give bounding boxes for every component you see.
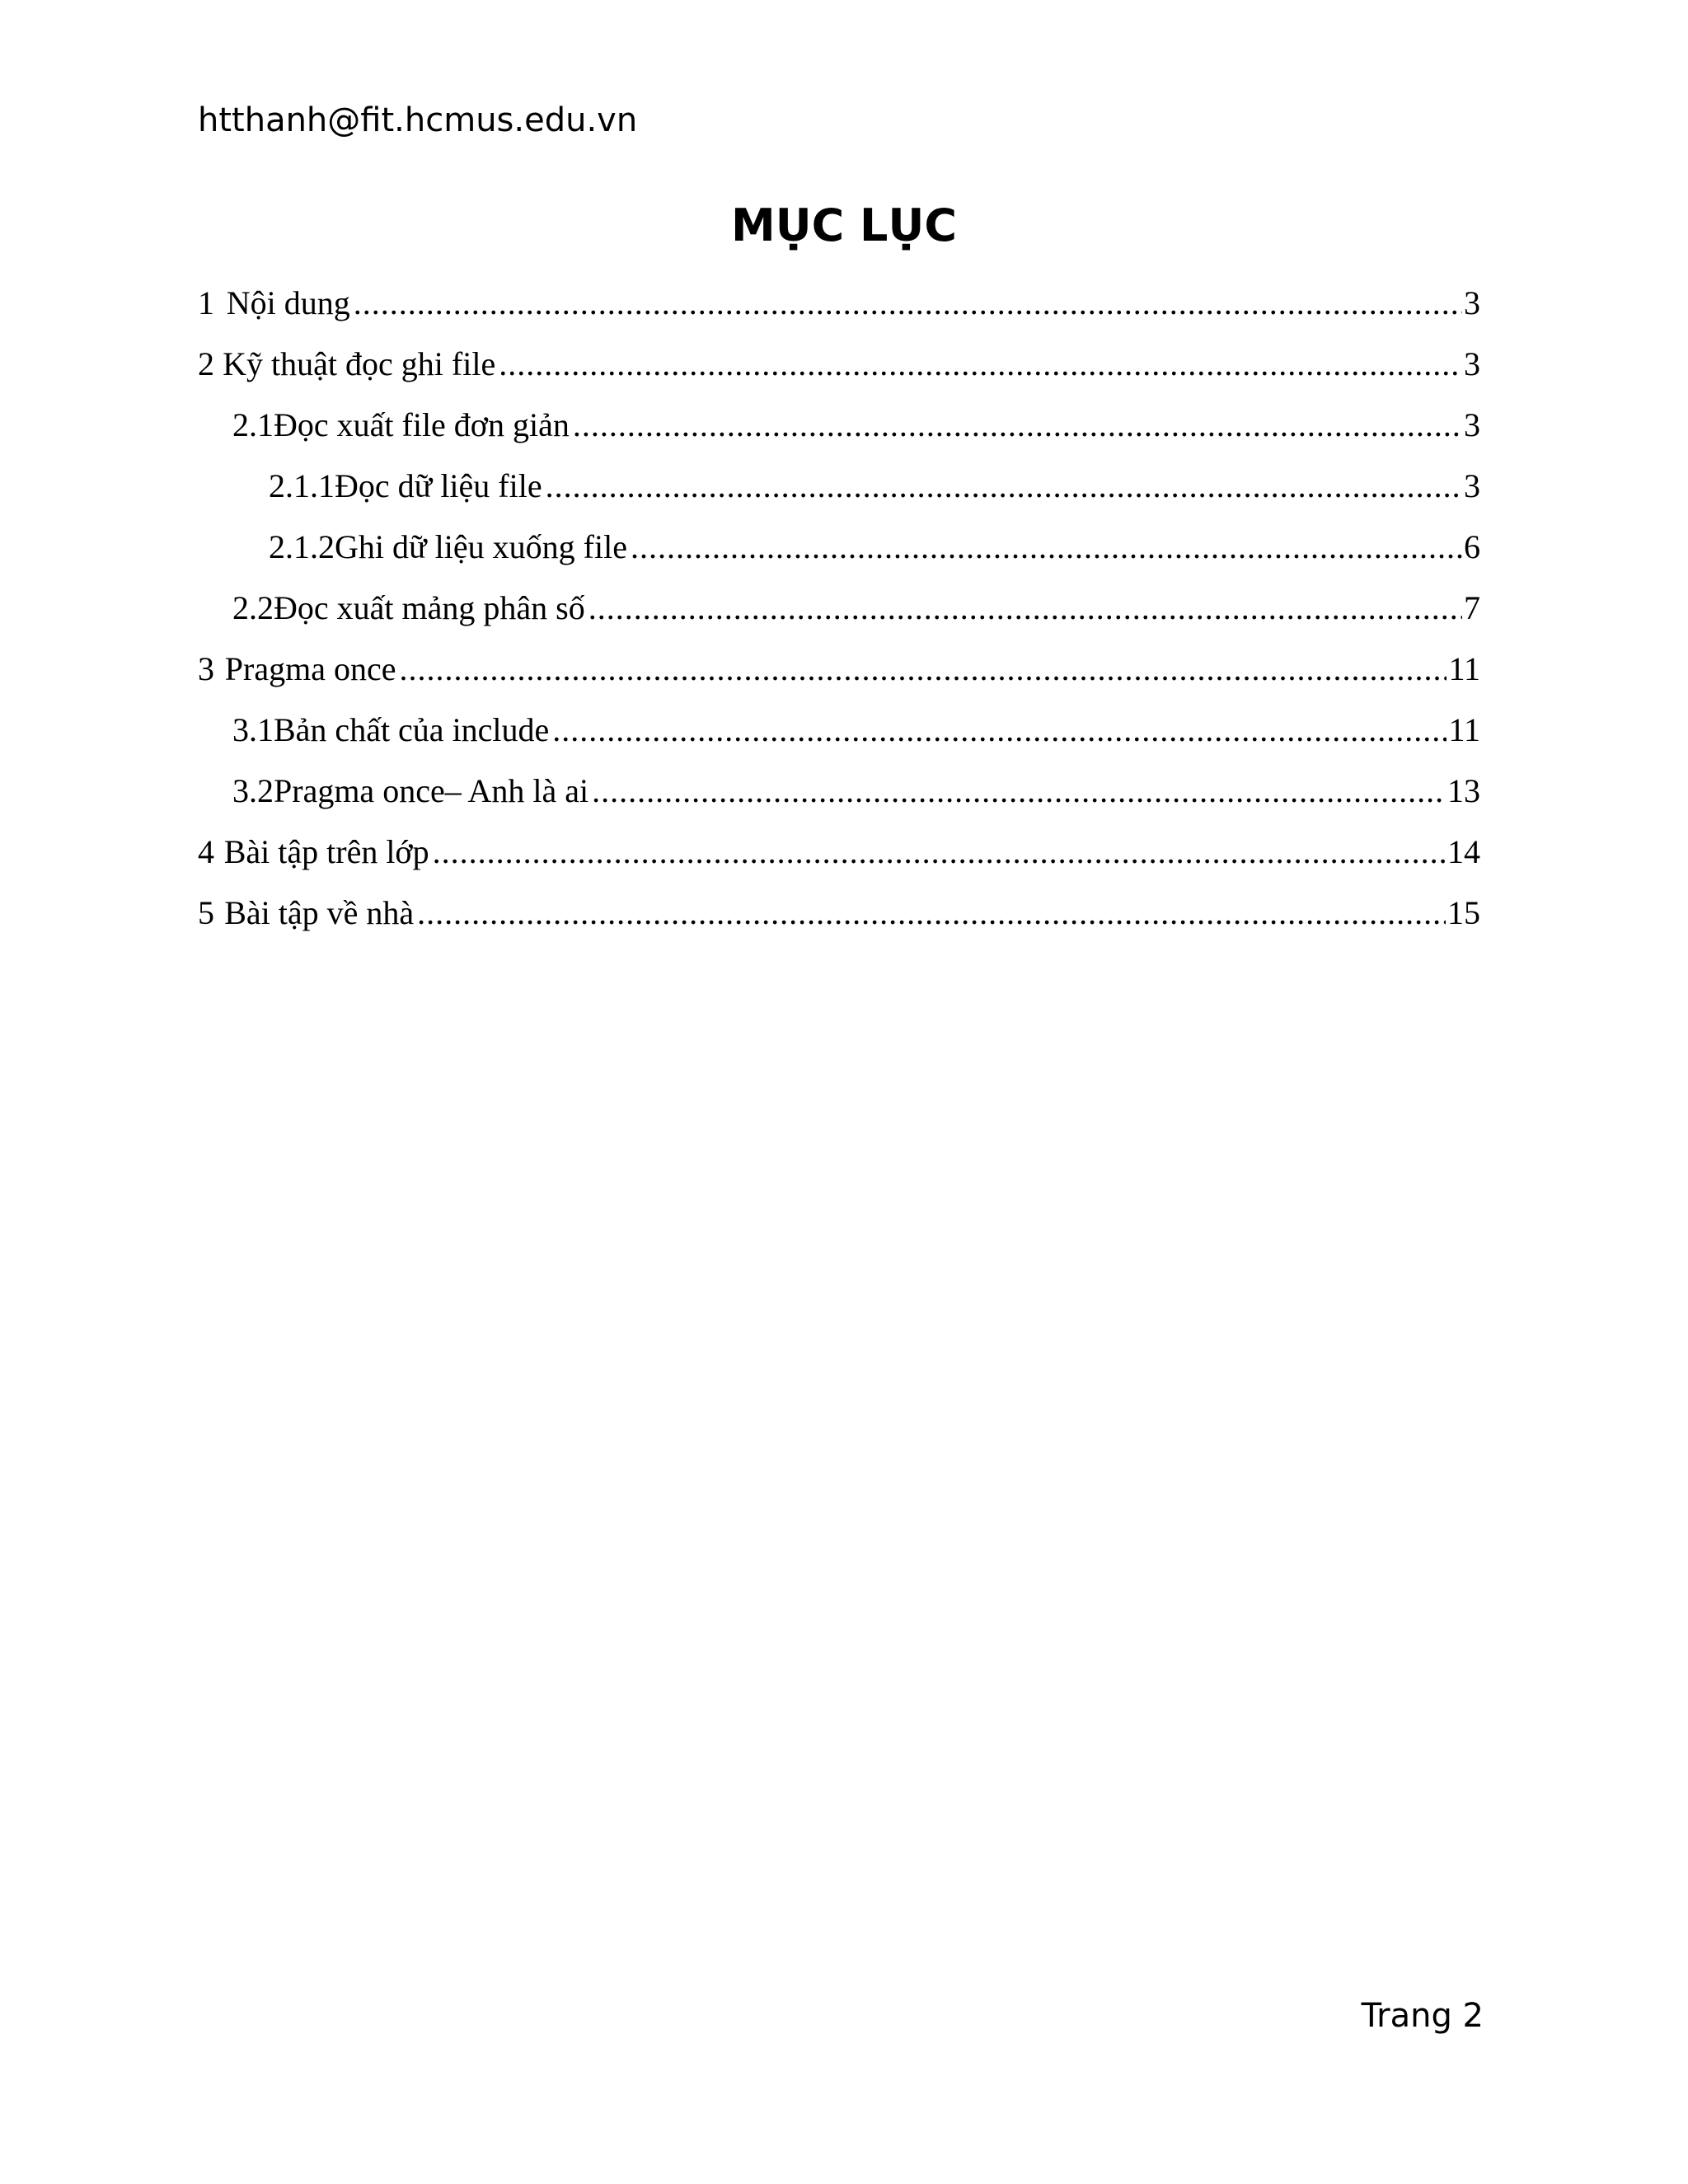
toc-entry[interactable] <box>232 583 1480 633</box>
toc-entry-page: 11 <box>1448 711 1480 748</box>
toc-entry-page: 15 <box>1447 894 1480 931</box>
toc-entry-page: 14 <box>1447 833 1480 870</box>
toc-entry-number: 3.1 <box>232 711 274 748</box>
toc-entry-number: 3 <box>198 650 214 687</box>
toc-dot-leader <box>354 279 1462 328</box>
toc-entry-number: 4 <box>198 833 214 870</box>
toc-entry-title: Pragma once <box>224 650 396 687</box>
toc-entry-title: Ghi dữ liệu xuống file <box>335 528 627 565</box>
toc-entry-page: 11 <box>1448 650 1480 687</box>
toc-entry[interactable] <box>198 340 1480 389</box>
toc-entry[interactable] <box>269 523 1480 572</box>
toc-dot-leader <box>573 401 1462 450</box>
toc-dot-leader <box>592 766 1446 816</box>
toc-entry[interactable] <box>198 827 1480 877</box>
toc-entry[interactable] <box>198 279 1480 328</box>
toc-entry[interactable] <box>198 888 1480 938</box>
toc-dot-leader <box>417 888 1446 938</box>
toc-entry-number: 2.1 <box>232 406 274 443</box>
toc-entry-title: Bản chất của include <box>274 711 550 748</box>
toc-entry[interactable] <box>269 462 1480 511</box>
toc-entry-number: 3.2 <box>232 772 274 809</box>
toc-entry-number: 2.1.1 <box>269 467 335 504</box>
toc-dot-leader <box>552 705 1447 755</box>
toc-entry[interactable] <box>232 705 1480 755</box>
toc-entry[interactable] <box>232 766 1480 816</box>
toc-entry-title: Đọc dữ liệu file <box>335 467 542 504</box>
toc-entry-page: 7 <box>1464 589 1480 626</box>
toc-entry-title: Bài tập trên lớp <box>223 833 429 870</box>
toc-entry-page: 3 <box>1464 467 1480 504</box>
toc-entry-title: Đọc xuất mảng phân số <box>274 589 585 626</box>
toc-entry-page: 6 <box>1464 528 1480 565</box>
toc-dot-leader <box>433 827 1446 877</box>
toc-entry-title: Kỹ thuật đọc ghi file <box>223 345 496 382</box>
toc-dot-leader <box>499 340 1462 389</box>
toc-entry-number: 2 <box>198 345 214 382</box>
toc-entry-number: 2.1.2 <box>269 528 335 565</box>
toc-entry-page: 3 <box>1464 345 1480 382</box>
toc-entry-page: 3 <box>1464 284 1480 321</box>
footer-page-number: Trang 2 <box>1361 1997 1484 2035</box>
toc-entry-number: 2.2 <box>232 589 274 626</box>
toc-entry-page: 3 <box>1464 406 1480 443</box>
toc-dot-leader <box>546 462 1462 511</box>
toc-entry[interactable] <box>232 401 1480 450</box>
toc-entry-title: Đọc xuất file đơn giản <box>274 406 570 443</box>
toc-entry-number: 5 <box>198 894 214 931</box>
header-email: htthanh@fit.hcmus.edu.vn <box>198 101 638 139</box>
toc-entry-title: Pragma once– Anh là ai <box>274 772 589 809</box>
toc-dot-leader <box>400 644 1447 694</box>
toc-dot-leader <box>588 583 1462 633</box>
toc-entry-title: Nội dung <box>226 284 350 321</box>
toc-entry-title: Bài tập về nhà <box>224 894 415 931</box>
toc-entry[interactable] <box>198 644 1480 694</box>
toc-dot-leader <box>631 523 1462 572</box>
toc-entry-number: 1 <box>198 284 214 321</box>
toc-title: MỤC LỤC <box>731 199 957 251</box>
toc-entry-page: 13 <box>1447 772 1480 809</box>
